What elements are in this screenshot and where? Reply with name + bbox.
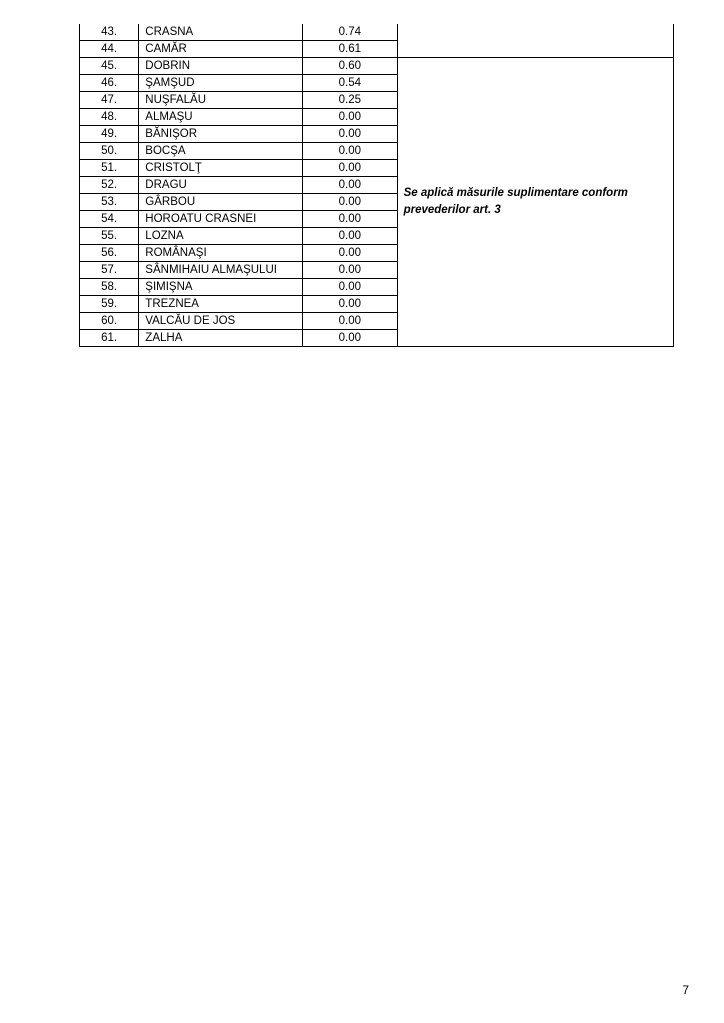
row-number: 57. [80, 262, 139, 279]
localities-table [79, 24, 674, 347]
locality-value: 0.25 [303, 92, 397, 109]
row-number: 44. [80, 41, 139, 58]
row-number: 60. [80, 313, 139, 330]
locality-value: 0.00 [303, 228, 397, 245]
locality-value: 0.00 [303, 194, 397, 211]
note-cell-empty [397, 24, 673, 58]
row-number: 61. [80, 330, 139, 347]
row-number: 46. [80, 75, 139, 92]
table-row [80, 58, 674, 75]
measures-note: Se aplică măsurile suplimentare conform prevederilor art. 3 [403, 187, 628, 216]
locality-value: 0.00 [303, 245, 397, 262]
row-number: 59. [80, 296, 139, 313]
locality-value: 0.00 [303, 109, 397, 126]
row-number: 56. [80, 245, 139, 262]
locality-name: DRAGU [139, 177, 303, 194]
locality-value: 0.00 [303, 296, 397, 313]
row-number: 55. [80, 228, 139, 245]
locality-value: 0.00 [303, 313, 397, 330]
locality-value: 0.00 [303, 160, 397, 177]
row-number: 51. [80, 160, 139, 177]
row-number: 54. [80, 211, 139, 228]
locality-value: 0.00 [303, 262, 397, 279]
locality-value: 0.54 [303, 75, 397, 92]
locality-name: DOBRIN [139, 58, 303, 75]
locality-name: CAMĂR [139, 41, 303, 58]
page-number: 7 [682, 983, 689, 997]
row-number: 43. [80, 24, 139, 41]
locality-name: GÂRBOU [139, 194, 303, 211]
locality-value: 0.00 [303, 330, 397, 347]
locality-name: BĂNIŞOR [139, 126, 303, 143]
locality-value: 0.00 [303, 279, 397, 296]
locality-name: CRASNA [139, 24, 303, 41]
locality-name: TREZNEA [139, 296, 303, 313]
locality-name: NUŞFALĂU [139, 92, 303, 109]
measures-note-cell [397, 58, 673, 347]
table-row [80, 24, 674, 41]
locality-value: 0.74 [303, 24, 397, 41]
locality-value: 0.00 [303, 126, 397, 143]
locality-value: 0.00 [303, 143, 397, 160]
row-number: 58. [80, 279, 139, 296]
locality-name: VALCĂU DE JOS [139, 313, 303, 330]
row-number: 47. [80, 92, 139, 109]
row-number: 48. [80, 109, 139, 126]
locality-name: LOZNA [139, 228, 303, 245]
locality-value: 0.61 [303, 41, 397, 58]
locality-value: 0.60 [303, 58, 397, 75]
locality-name: ŞAMŞUD [139, 75, 303, 92]
row-number: 53. [80, 194, 139, 211]
locality-name: ALMAŞU [139, 109, 303, 126]
row-number: 49. [80, 126, 139, 143]
row-number: 50. [80, 143, 139, 160]
locality-name: ŞIMIŞNA [139, 279, 303, 296]
locality-name: ZALHA [139, 330, 303, 347]
locality-value: 0.00 [303, 211, 397, 228]
locality-value: 0.00 [303, 177, 397, 194]
locality-name: SÂNMIHAIU ALMAŞULUI [139, 262, 303, 279]
locality-name: BOCŞA [139, 143, 303, 160]
locality-name: ROMÂNAŞI [139, 245, 303, 262]
row-number: 52. [80, 177, 139, 194]
locality-name: HOROATU CRASNEI [139, 211, 303, 228]
table-body [80, 24, 674, 347]
locality-name: CRISTOLŢ [139, 160, 303, 177]
row-number: 45. [80, 58, 139, 75]
